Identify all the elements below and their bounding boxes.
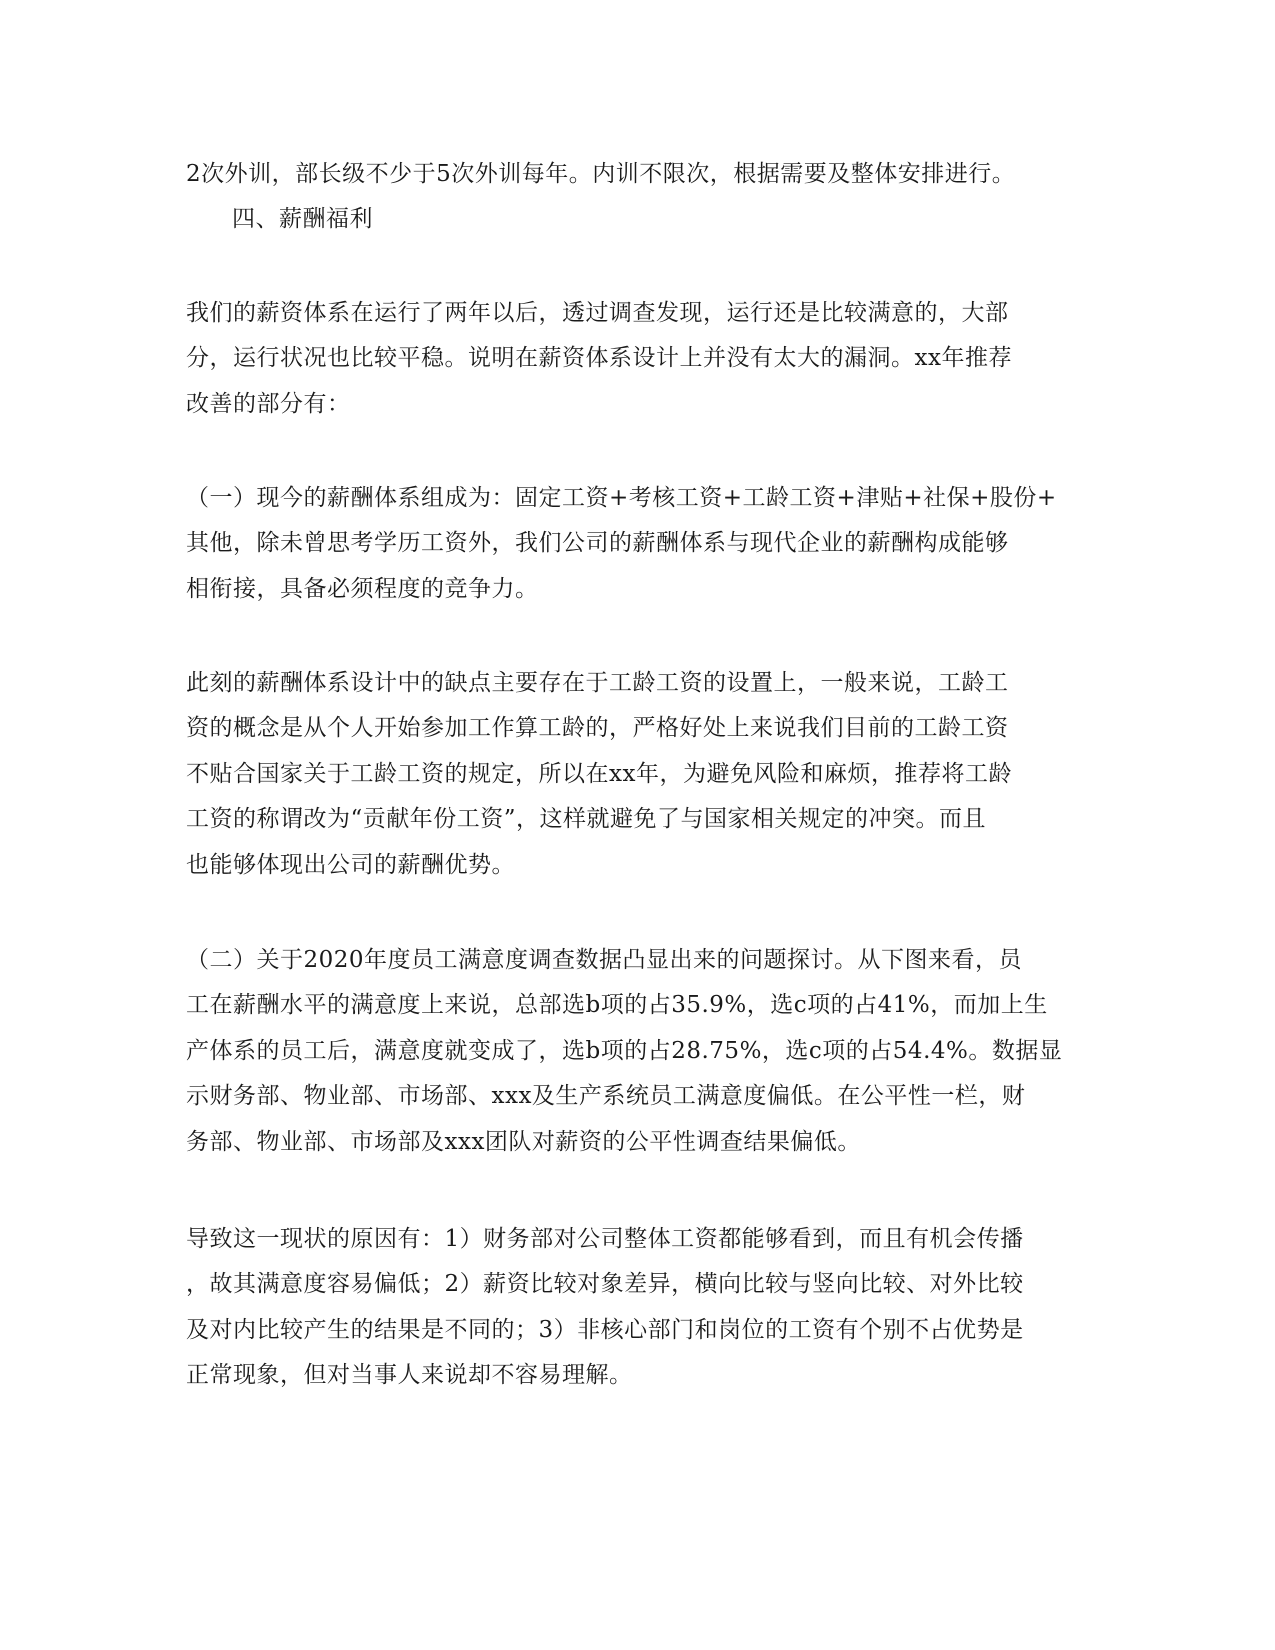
paragraph-5 bbox=[186, 1217, 1076, 1399]
paragraph-4 bbox=[186, 938, 1076, 1165]
text-line: 其他，除未曾思考学历工资外，我们公司的薪酬体系与现代企业的薪酬构成能够 bbox=[186, 530, 1009, 557]
heading-text: 四、薪酬福利 bbox=[232, 206, 373, 232]
text-line: 分，运行状况也比较平稳。说明在薪资体系设计上并没有太大的漏洞。xx年推荐 bbox=[186, 345, 1012, 372]
text-line: 此刻的薪酬体系设计中的缺点主要存在于工龄工资的设置上，一般来说，工龄工 bbox=[186, 670, 1009, 696]
text-line: 2次外训，部长级不少于5次外训每年。内训不限次，根据需要及整体安排进行。 bbox=[186, 161, 1016, 187]
text-line: （一）现今的薪酬体系组成为：固定工资+考核工资+工龄工资+津贴+社保+股份+ bbox=[186, 485, 1057, 511]
text-line: 及对内比较产生的结果是不同的；3）非核心部门和岗位的工资有个别不占优势是 bbox=[186, 1316, 1024, 1343]
text-line: 不贴合国家关于工龄工资的规定，所以在xx年，为避免风险和麻烦，推荐将工龄 bbox=[186, 760, 1012, 787]
text-line: 产体系的员工后，满意度就变成了，选b项的占28.75%，选c项的占54.4%。数据显 bbox=[186, 1037, 1063, 1064]
paragraph-2 bbox=[186, 476, 1076, 612]
text-line: 我们的薪资体系在运行了两年以后，透过调查发现，运行还是比较满意的，大部 bbox=[186, 300, 1009, 326]
text-line: 也能够体现出公司的薪酬优势。 bbox=[186, 851, 515, 878]
text-line: 示财务部、物业部、市场部、xxx及生产系统员工满意度偏低。在公平性一栏，财 bbox=[186, 1083, 1026, 1110]
text-line: 工资的称谓改为“贡献年份工资”，这样就避免了与国家相关规定的冲突。而且 bbox=[186, 806, 987, 833]
paragraph-1 bbox=[186, 291, 1076, 427]
text-line: 导致这一现状的原因有：1）财务部对公司整体工资都能够看到，而且有机会传播 bbox=[186, 1226, 1024, 1252]
text-line: ，故其满意度容易偏低；2）薪资比较对象差异，横向比较与竖向比较、对外比较 bbox=[186, 1271, 1024, 1298]
text-line: 务部、物业部、市场部及xxx团队对薪资的公平性调查结果偏低。 bbox=[186, 1128, 861, 1155]
text-line: 正常现象，但对当事人来说却不容易理解。 bbox=[186, 1362, 633, 1389]
text-line: 改善的部分有： bbox=[186, 390, 351, 417]
continuation-line bbox=[186, 152, 1076, 197]
section-heading bbox=[232, 197, 1122, 242]
text-line: 资的概念是从个人开始参加工作算工龄的，严格好处上来说我们目前的工龄工资 bbox=[186, 715, 1009, 742]
text-line: 工在薪酬水平的满意度上来说，总部选b项的占35.9%，选c项的占41%，而加上生 bbox=[186, 992, 1048, 1019]
paragraph-3 bbox=[186, 661, 1076, 888]
text-line: 相衔接，具备必须程度的竞争力。 bbox=[186, 575, 539, 602]
text-line: （二）关于2020年度员工满意度调查数据凸显出来的问题探讨。从下图来看，员 bbox=[186, 947, 1023, 973]
